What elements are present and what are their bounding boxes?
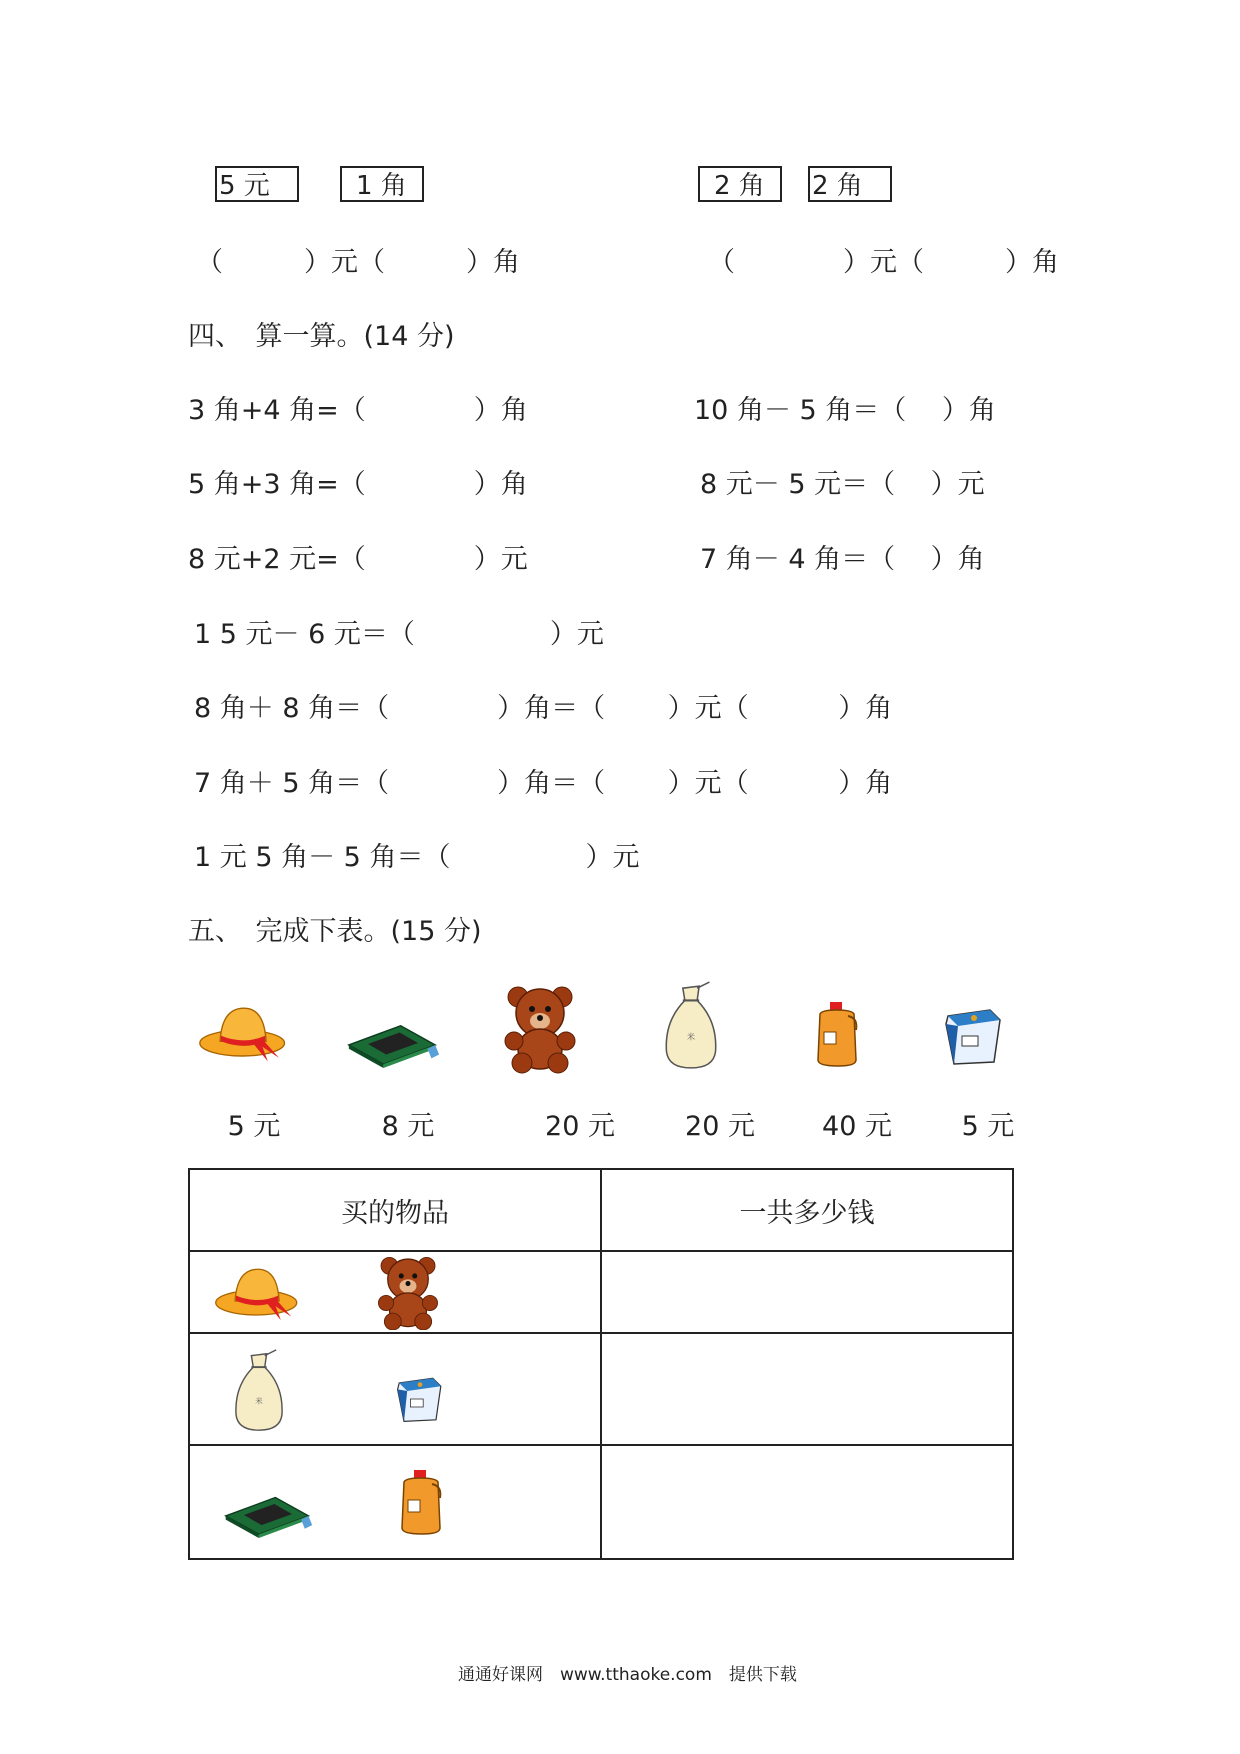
column-header-items: 买的物品	[189, 1169, 601, 1251]
book-icon	[222, 1492, 314, 1538]
book-icon	[345, 1020, 441, 1068]
section-4-heading: 四、 算一算。(14 分)	[188, 321, 455, 352]
section-5-heading: 五、 完成下表。(15 分)	[188, 916, 482, 947]
table-row	[189, 1333, 1013, 1445]
table-header-row	[189, 1169, 1013, 1251]
item-price: 8 元	[381, 1111, 435, 1142]
calc-right: 10 角－ 5 角＝（ ）角	[694, 395, 996, 426]
items-cell	[189, 1251, 601, 1333]
column-header-total: 一共多少钱	[601, 1169, 1013, 1251]
footer-credit: 通通好课网 www.tthaoke.com 提供下载	[458, 1665, 797, 1685]
item-price: 5 元	[961, 1111, 1015, 1142]
milk-carton-icon	[396, 1370, 444, 1428]
calc-line: 1 5 元－ 6 元＝（ ）元	[194, 619, 604, 650]
calc-left: 3 角+4 角=（ ）角	[188, 395, 528, 426]
table-row	[189, 1445, 1013, 1559]
table-row	[189, 1251, 1013, 1333]
oil-jug-icon	[812, 1000, 862, 1070]
flour-sack-icon	[230, 1348, 288, 1434]
teddy-bear-icon	[500, 982, 580, 1074]
note-box: 2 角	[808, 166, 892, 202]
hat-icon	[198, 1000, 290, 1066]
oil-jug-icon	[396, 1468, 446, 1538]
item-price: 40 元	[822, 1111, 892, 1142]
purchase-table	[188, 1168, 1014, 1560]
answer-line-right: （ ）元（ ）角	[708, 247, 1059, 278]
calc-left: 5 角+3 角=（ ）角	[188, 469, 528, 500]
note-box: 5 元	[215, 166, 299, 202]
calc-right: 7 角－ 4 角＝（ ）角	[700, 544, 985, 575]
calc-left: 8 元+2 元=（ ）元	[188, 544, 528, 575]
calc-right: 8 元－ 5 元＝（ ）元	[700, 469, 985, 500]
hat-icon	[214, 1262, 302, 1324]
flour-sack-icon	[660, 980, 722, 1072]
total-answer-cell[interactable]	[601, 1251, 1013, 1333]
total-answer-cell[interactable]	[601, 1445, 1013, 1559]
item-price: 20 元	[545, 1111, 615, 1142]
calc-line: 7 角＋ 5 角＝（ ）角＝（ ）元（ ）角	[194, 768, 893, 799]
total-answer-cell[interactable]	[601, 1333, 1013, 1445]
note-box: 2 角	[698, 166, 782, 202]
calc-line: 1 元 5 角－ 5 角＝（ ）元	[194, 842, 640, 873]
teddy-bear-icon	[374, 1254, 442, 1330]
answer-line-left: （ ）元（ ）角	[196, 247, 520, 278]
note-box: 1 角	[340, 166, 424, 202]
milk-carton-icon	[944, 1006, 1004, 1066]
items-cell	[189, 1445, 601, 1559]
item-price: 5 元	[227, 1111, 281, 1142]
item-price: 20 元	[685, 1111, 755, 1142]
calc-line: 8 角＋ 8 角＝（ ）角＝（ ）元（ ）角	[194, 693, 893, 724]
items-cell	[189, 1333, 601, 1445]
